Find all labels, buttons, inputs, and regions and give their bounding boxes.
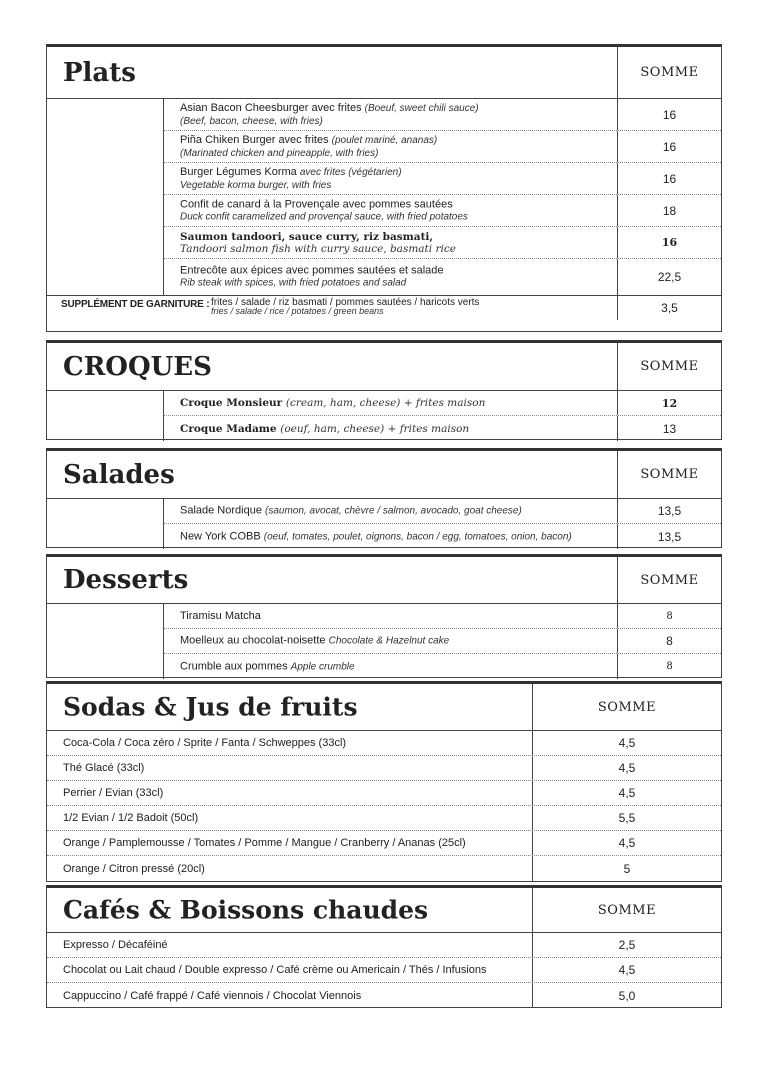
list-item: Orange / Citron pressé (20cl) 5 <box>47 856 721 881</box>
section-sodas <box>46 681 722 882</box>
list-item: Burger Légumes Korma avec frites (végétarien) Vegetable korma burger, with fries 16 <box>164 163 721 195</box>
list-item: 1/2 Evian / 1/2 Badoit (50cl) 5,5 <box>47 806 721 831</box>
price: 8 <box>617 604 721 628</box>
price: 4,5 <box>532 831 721 855</box>
price: 16 <box>617 227 721 258</box>
list-item: Salade Nordique (saumon, avocat, chèvre / salmon, avocado, goat cheese) 13,5 <box>164 499 721 524</box>
section-title: Salades <box>63 459 175 490</box>
list-item: Expresso / Décaféiné 2,5 <box>47 933 721 958</box>
list-item: Cappuccino / Café frappé / Café viennois / Chocolat Viennois 5,0 <box>47 983 721 1008</box>
list-item: Coca-Cola / Coca zéro / Sprite / Fanta / Schweppes (33cl) 4,5 <box>47 731 721 756</box>
list-item: Chocolat ou Lait chaud / Double expresso / Café crème ou Americain / Thés / Infusions 4,5 <box>47 958 721 983</box>
list-item: Tiramisu Matcha 8 <box>164 604 721 629</box>
list-item: Orange / Pamplemousse / Tomates / Pomme / Mangue / Cranberry / Ananas (25cl) 4,5 <box>47 831 721 856</box>
section-header <box>47 47 721 99</box>
price: 16 <box>617 163 721 194</box>
list-item: Confit de canard à la Provençale avec pommes sautées Duck confit caramelized and provençal sauce, with fried potatoes 18 <box>164 195 721 227</box>
somme-label: SOMME <box>617 557 721 603</box>
section-title: Sodas & Jus de fruits <box>63 692 358 722</box>
section-croques <box>46 340 722 440</box>
price: 16 <box>617 99 721 130</box>
item-list <box>163 604 721 679</box>
item-list <box>163 499 721 549</box>
section-cafes <box>46 885 722 1008</box>
price: 4,5 <box>532 731 721 755</box>
list-item: Croque Monsieur (cream, ham, cheese) + frites maison 12 <box>164 391 721 416</box>
section-title: Cafés & Boissons chaudes <box>63 895 429 925</box>
price: 8 <box>617 654 721 679</box>
price: 4,5 <box>532 756 721 780</box>
price: 16 <box>617 131 721 162</box>
section-salades <box>46 448 722 548</box>
list-item: Saumon tandoori, sauce curry, riz basmati, Tandoori salmon fish with curry sauce, basmati rice 16 <box>164 227 721 259</box>
somme-label: SOMME <box>617 47 721 98</box>
list-item: Perrier / Evian (33cl) 4,5 <box>47 781 721 806</box>
section-desserts <box>46 554 722 678</box>
section-title: Plats <box>63 57 136 88</box>
price: 13,5 <box>617 499 721 523</box>
section-header <box>47 888 721 933</box>
section-header <box>47 451 721 499</box>
item-list <box>163 99 721 295</box>
section-title: CROQUES <box>63 351 212 382</box>
section-header <box>47 684 721 731</box>
list-item: Asian Bacon Cheesburger avec frites (Boeuf, sweet chili sauce) (Beef, bacon, cheese, with fries) 16 <box>164 99 721 131</box>
price: 4,5 <box>532 781 721 805</box>
somme-label: SOMME <box>617 343 721 390</box>
list-item: Croque Madame (oeuf, ham, cheese) + frites maison 13 <box>164 416 721 441</box>
price: 13,5 <box>617 524 721 549</box>
supplement-list: frites / salade / riz basmati / pommes sautées / haricots verts fries / salade / rice / potatoes / green beans <box>211 297 480 316</box>
item-list <box>47 731 721 881</box>
price: 12 <box>617 391 721 415</box>
list-item: Moelleux au chocolat-noisette Chocolate & Hazelnut cake 8 <box>164 629 721 654</box>
list-item: Crumble aux pommes Apple crumble 8 <box>164 654 721 679</box>
price: 2,5 <box>532 933 721 957</box>
list-item: New York COBB (oeuf, tomates, poulet, oignons, bacon / egg, tomatoes, onion, bacon) 13,5 <box>164 524 721 549</box>
price: 5,0 <box>532 983 721 1008</box>
list-item: Entrecôte aux épices avec pommes sautées et salade Rib steak with spices, with fried potatoes and salad 22,5 <box>164 259 721 295</box>
price: 5 <box>532 856 721 881</box>
section-title: Desserts <box>63 565 189 595</box>
price: 3,5 <box>617 296 721 320</box>
section-header <box>47 557 721 604</box>
supplement-label: SUPPLÉMENT DE GARNITURE : <box>61 299 210 310</box>
section-plats <box>46 44 722 332</box>
somme-label: SOMME <box>532 888 721 932</box>
price: 8 <box>617 629 721 653</box>
item-list <box>163 391 721 441</box>
somme-label: SOMME <box>532 684 721 730</box>
list-item: Piña Chiken Burger avec frites (poulet mariné, ananas) (Marinated chicken and pineapple, with fries) 16 <box>164 131 721 163</box>
supplement-row <box>47 295 721 320</box>
somme-label: SOMME <box>617 451 721 498</box>
price: 4,5 <box>532 958 721 982</box>
price: 22,5 <box>617 259 721 295</box>
price: 13 <box>617 416 721 441</box>
price: 5,5 <box>532 806 721 830</box>
section-header <box>47 343 721 391</box>
list-item: Thé Glacé (33cl) 4,5 <box>47 756 721 781</box>
item-list <box>47 933 721 1008</box>
price: 18 <box>617 195 721 226</box>
